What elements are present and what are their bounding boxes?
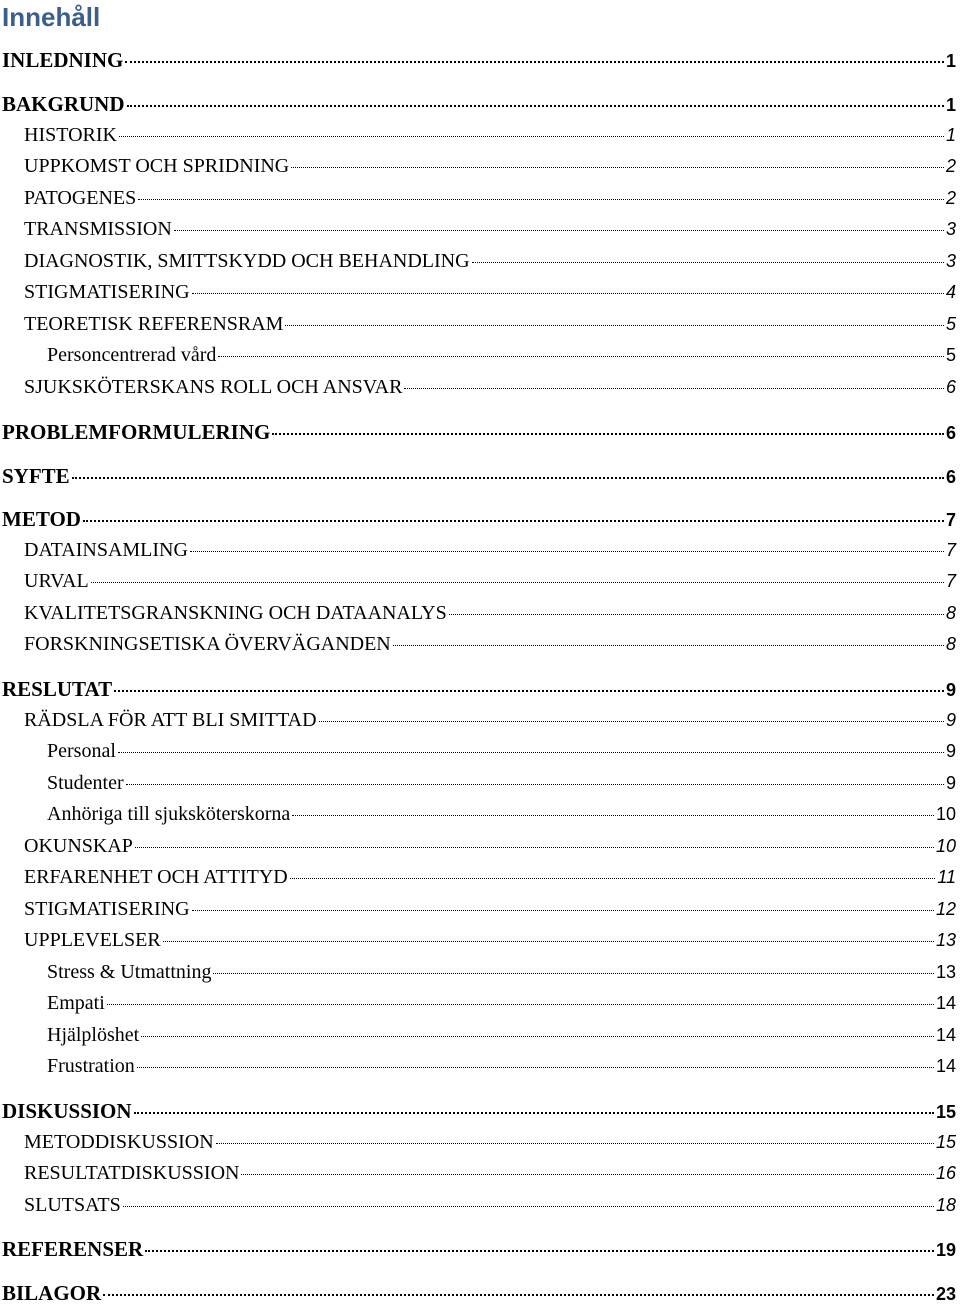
toc-entry[interactable]: [24, 187, 956, 210]
toc-entry-page: 11: [937, 867, 956, 887]
toc-entry[interactable]: [24, 602, 956, 625]
toc-entry-label: SJUKSKÖTERSKANS ROLL OCH ANSVAR: [24, 376, 403, 398]
toc-entry-label: METODDISKUSSION: [24, 1131, 214, 1153]
toc-entry[interactable]: [2, 1237, 956, 1262]
toc-dot-leader: [292, 815, 934, 816]
toc-entry[interactable]: [47, 992, 956, 1015]
toc-entry-label: KVALITETSGRANSKNING OCH DATAANALYS: [24, 602, 447, 624]
toc-entry-label: Hjälplöshet: [47, 1024, 140, 1046]
toc-entry-label: METOD: [2, 507, 81, 531]
toc-entry-page: 12: [935, 899, 956, 919]
toc-title: Innehåll: [2, 2, 101, 32]
toc-entry[interactable]: [2, 464, 956, 489]
toc-dot-leader: [134, 1112, 934, 1114]
toc-entry-label: Anhöriga till sjuksköterskorna: [47, 803, 291, 825]
toc-dot-leader: [127, 105, 944, 107]
toc-entry[interactable]: [24, 633, 956, 656]
toc-entry-page: 16: [935, 1163, 956, 1183]
toc-dot-leader: [285, 325, 944, 326]
toc-entry-label: DATAINSAMLING: [24, 539, 188, 561]
toc-entry-page: 4: [945, 282, 956, 302]
toc-dot-leader: [190, 551, 944, 552]
toc-entry[interactable]: [24, 1194, 956, 1217]
toc-entry-label: UPPLEVELSER: [24, 929, 161, 951]
toc-entry-label: STIGMATISERING: [24, 281, 190, 303]
toc-entry[interactable]: [2, 1281, 956, 1306]
toc-dot-leader: [114, 690, 944, 692]
toc-entry[interactable]: [24, 539, 956, 562]
toc-dot-leader: [218, 356, 944, 357]
toc-entry[interactable]: [2, 92, 956, 117]
toc-entry-page: 1: [945, 125, 956, 145]
toc-entry-page: 5: [945, 314, 956, 334]
toc-entry-label: UPPKOMST OCH SPRIDNING: [24, 155, 290, 177]
toc-dot-leader: [125, 61, 944, 63]
toc-dot-leader: [472, 262, 944, 263]
toc-dot-leader: [241, 1174, 934, 1175]
toc-entry[interactable]: [47, 1055, 956, 1078]
toc-entry-label: PATOGENES: [24, 187, 137, 209]
toc-entry[interactable]: [24, 218, 956, 241]
toc-entry[interactable]: [24, 250, 956, 273]
toc-entry-page: 10: [935, 836, 956, 856]
toc-entry[interactable]: [47, 961, 956, 984]
toc-entry-label: Personcentrerad vård: [47, 344, 217, 366]
toc-entry-label: BILAGOR: [2, 1281, 102, 1305]
toc-dot-leader: [107, 1004, 934, 1005]
toc-entry-page: 19: [935, 1240, 956, 1260]
toc-dot-leader: [72, 477, 944, 479]
toc-dot-leader: [123, 1206, 934, 1207]
toc-dot-leader: [449, 614, 944, 615]
toc-entry-page: 7: [945, 540, 956, 560]
toc-entry-page: 13: [935, 930, 956, 950]
toc-entry-page: 9: [945, 773, 956, 793]
toc-dot-leader: [163, 941, 934, 942]
toc-dot-leader: [141, 1036, 934, 1037]
toc-entry[interactable]: [24, 709, 956, 732]
toc-dot-leader: [192, 293, 944, 294]
toc-entry[interactable]: [2, 677, 956, 702]
toc-entry[interactable]: [47, 740, 956, 763]
toc-dot-leader: [91, 582, 944, 583]
toc-entry-label: REFERENSER: [2, 1237, 144, 1261]
toc-entry-label: ERFARENHET OCH ATTITYD: [24, 866, 288, 888]
toc-entry-label: FORSKNINGSETISKA ÖVERVÄGANDEN: [24, 633, 391, 655]
toc-dot-leader: [291, 167, 944, 168]
toc-entry-page: 14: [935, 1056, 956, 1076]
toc-entry[interactable]: [24, 155, 956, 178]
toc-entry-label: OKUNSKAP: [24, 835, 133, 857]
toc-entry-page: 3: [945, 251, 956, 271]
toc-entry[interactable]: [47, 803, 956, 826]
toc-dot-leader: [404, 388, 944, 389]
toc-entry-label: Empati: [47, 992, 105, 1014]
toc-entry[interactable]: [24, 281, 956, 304]
toc-entry-label: PROBLEMFORMULERING: [2, 420, 271, 444]
toc-dot-leader: [135, 847, 934, 848]
toc-entry-page: 9: [945, 741, 956, 761]
toc-entry-label: INLEDNING: [2, 48, 124, 72]
toc-entry[interactable]: [2, 507, 956, 532]
toc-entry[interactable]: [24, 866, 956, 889]
toc-entry-page: 9: [945, 710, 956, 730]
toc-entry-page: 15: [935, 1102, 956, 1122]
toc-entry[interactable]: [24, 313, 956, 336]
toc-entry[interactable]: [24, 124, 956, 147]
toc-entry-label: STIGMATISERING: [24, 898, 190, 920]
toc-entry-label: Studenter: [47, 772, 124, 794]
toc-entry-page: 7: [945, 571, 956, 591]
toc-entry-page: 2: [945, 188, 956, 208]
toc-dot-leader: [126, 784, 944, 785]
toc-entry[interactable]: [47, 772, 956, 795]
toc-entry-label: TRANSMISSION: [24, 218, 172, 240]
toc-dot-leader: [137, 1067, 934, 1068]
toc-entry-label: DISKUSSION: [2, 1099, 132, 1123]
toc-entry-label: DIAGNOSTIK, SMITTSKYDD OCH BEHANDLING: [24, 250, 470, 272]
toc-entry[interactable]: [24, 1162, 956, 1185]
toc-entry[interactable]: [24, 898, 956, 921]
toc-entry-page: 2: [945, 156, 956, 176]
toc-entry-label: RÄDSLA FÖR ATT BLI SMITTAD: [24, 709, 317, 731]
toc-entry[interactable]: [47, 1024, 956, 1047]
toc-dot-leader: [290, 878, 936, 879]
toc-entry-page: 8: [945, 603, 956, 623]
toc-entry-page: 6: [945, 467, 956, 487]
toc-entry[interactable]: [47, 344, 956, 367]
toc-entry-page: 5: [945, 345, 956, 365]
toc-dot-leader: [192, 910, 934, 911]
toc-entry-page: 3: [945, 219, 956, 239]
toc-entry[interactable]: [24, 376, 956, 399]
toc-entry-page: 7: [945, 510, 956, 530]
toc-entry-label: SLUTSATS: [24, 1194, 121, 1216]
toc-dot-leader: [145, 1250, 934, 1252]
toc-dot-leader: [119, 136, 944, 137]
toc-entry-page: 1: [945, 95, 956, 115]
toc-entry-page: 13: [935, 962, 956, 982]
toc-entry-page: 18: [935, 1195, 956, 1215]
toc-entry-page: 1: [945, 51, 956, 71]
toc-entry-page: 14: [935, 993, 956, 1013]
toc-entry[interactable]: [2, 48, 956, 73]
toc-entry-label: BAKGRUND: [2, 92, 125, 116]
toc-entry-page: 6: [945, 423, 956, 443]
toc-entry-page: 23: [935, 1284, 956, 1304]
toc-dot-leader: [272, 433, 944, 435]
toc-entry-label: TEORETISK REFERENSRAM: [24, 313, 284, 335]
toc-dot-leader: [118, 752, 944, 753]
toc-entry[interactable]: [2, 1099, 956, 1124]
toc-entry-page: 9: [945, 680, 956, 700]
toc-entry[interactable]: [24, 929, 956, 952]
toc-entry-label: RESULTATDISKUSSION: [24, 1162, 240, 1184]
toc-dot-leader: [216, 1143, 934, 1144]
toc-entry[interactable]: [24, 1131, 956, 1154]
toc-dot-leader: [174, 230, 944, 231]
toc-entry-page: 15: [935, 1132, 956, 1152]
toc-entry[interactable]: [24, 835, 956, 858]
toc-entry-page: 10: [935, 804, 956, 824]
toc-entry[interactable]: [24, 570, 956, 593]
toc-entry[interactable]: [2, 420, 956, 445]
toc-entry-page: 14: [935, 1025, 956, 1045]
toc-entry-label: RESLUTAT: [2, 677, 113, 701]
toc-entry-label: SYFTE: [2, 464, 70, 488]
toc-dot-leader: [319, 721, 944, 722]
toc-entry-label: HISTORIK: [24, 124, 117, 146]
toc-dot-leader: [83, 520, 944, 522]
toc-dot-leader: [138, 199, 944, 200]
toc-entry-label: Personal: [47, 740, 116, 762]
toc-dot-leader: [103, 1294, 934, 1296]
toc-entry-page: 6: [945, 377, 956, 397]
toc-entry-label: URVAL: [24, 570, 89, 592]
toc-entry-label: Frustration: [47, 1055, 135, 1077]
toc-entry-page: 8: [945, 634, 956, 654]
toc-entry-label: Stress & Utmattning: [47, 961, 212, 983]
toc-dot-leader: [393, 645, 944, 646]
toc-dot-leader: [213, 973, 934, 974]
